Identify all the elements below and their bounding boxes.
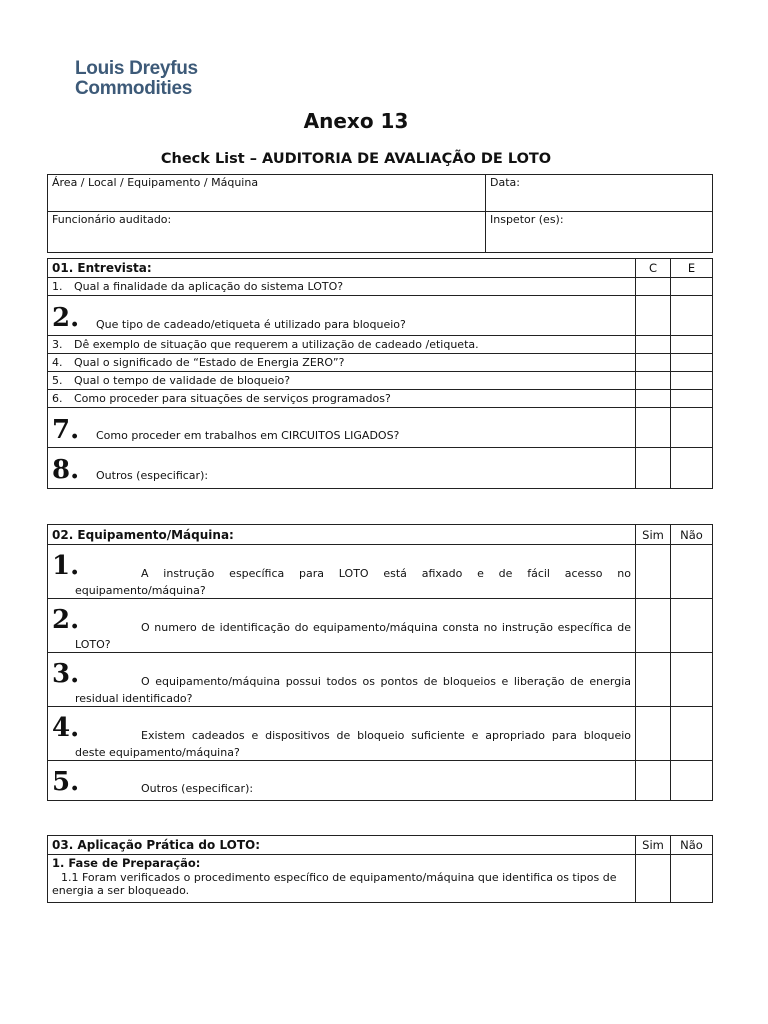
check-sim[interactable]	[636, 653, 671, 707]
check-sim[interactable]	[636, 855, 671, 903]
check-nao[interactable]	[671, 855, 713, 903]
question-row: 7. Como proceder em trabalhos em CIRCUITOS LIGADOS?	[48, 408, 636, 448]
question-row: 6. Como proceder para situações de serviços programados?	[48, 390, 636, 408]
section-title: 01. Entrevista:	[48, 259, 636, 278]
page-title: Anexo 13	[303, 109, 409, 133]
question-row: 4. Qual o significado de “Estado de Energia ZERO”?	[48, 354, 636, 372]
date-field[interactable]: Data:	[486, 175, 713, 212]
check-c[interactable]	[636, 336, 671, 354]
phase-title: 1. Fase de Preparação:	[52, 856, 201, 870]
column-header-sim: Sim	[636, 836, 671, 855]
column-header-nao: Não	[671, 836, 713, 855]
check-c[interactable]	[636, 448, 671, 489]
check-nao[interactable]	[671, 599, 713, 653]
area-field[interactable]: Área / Local / Equipamento / Máquina	[48, 175, 486, 212]
column-header-nao: Não	[671, 525, 713, 545]
check-e[interactable]	[671, 278, 713, 296]
check-c[interactable]	[636, 296, 671, 336]
interview-table	[47, 258, 713, 489]
question-row	[48, 855, 636, 903]
check-sim[interactable]	[636, 707, 671, 761]
check-c[interactable]	[636, 390, 671, 408]
check-e[interactable]	[671, 408, 713, 448]
check-e[interactable]	[671, 354, 713, 372]
page-subtitle: Check List – AUDITORIA DE AVALIAÇÃO DE LOTO	[160, 151, 552, 167]
check-e[interactable]	[671, 296, 713, 336]
column-header-sim: Sim	[636, 525, 671, 545]
column-header-c: C	[636, 259, 671, 278]
question-row: 1. Qual a finalidade da aplicação do sistema LOTO?	[48, 278, 636, 296]
question-row: 8. Outros (especificar):	[48, 448, 636, 489]
question-row: 1. A instrução específica para LOTO está afixado e de fácil acesso no equipamento/máquina?	[48, 545, 636, 599]
question-row: 5. Outros (especificar):	[48, 761, 636, 801]
check-c[interactable]	[636, 354, 671, 372]
check-nao[interactable]	[671, 707, 713, 761]
column-header-e: E	[671, 259, 713, 278]
question-row: 2. O numero de identificação do equipamento/máquina consta no instrução específica de LOTO?	[48, 599, 636, 653]
check-e[interactable]	[671, 448, 713, 489]
check-nao[interactable]	[671, 761, 713, 801]
check-c[interactable]	[636, 408, 671, 448]
inspector-field[interactable]: Inspetor (es):	[486, 212, 713, 253]
company-logo	[62, 52, 230, 108]
question-row: 3. O equipamento/máquina possui todos os pontos de bloqueios e liberação de energia residual identificado?	[48, 653, 636, 707]
question-row: 5. Qual o tempo de validade de bloqueio?	[48, 372, 636, 390]
question-row: 3. Dê exemplo de situação que requerem a utilização de cadeado /etiqueta.	[48, 336, 636, 354]
employee-field[interactable]: Funcionário auditado:	[48, 212, 486, 253]
logo-line-1: Louis Dreyfus	[75, 58, 198, 79]
phase-item: 1.1 Foram verificados o procedimento específico de equipamento/máquina que identifica os tipos de energia a ser bloqueado.	[52, 871, 617, 897]
check-nao[interactable]	[671, 653, 713, 707]
equipment-table	[47, 524, 713, 801]
check-nao[interactable]	[671, 545, 713, 599]
section-title: 03. Aplicação Prática do LOTO:	[48, 836, 636, 855]
question-row: 2. Que tipo de cadeado/etiqueta é utilizado para bloqueio?	[48, 296, 636, 336]
check-sim[interactable]	[636, 761, 671, 801]
section-title: 02. Equipamento/Máquina:	[48, 525, 636, 545]
practical-application-table	[47, 835, 713, 903]
logo-line-2: Commodities	[75, 78, 193, 99]
check-e[interactable]	[671, 372, 713, 390]
check-e[interactable]	[671, 390, 713, 408]
header-table	[47, 174, 713, 253]
question-row: 4. Existem cadeados e dispositivos de bloqueio suficiente e apropriado para bloqueio deste equipamento/máquina?	[48, 707, 636, 761]
check-c[interactable]	[636, 372, 671, 390]
check-sim[interactable]	[636, 545, 671, 599]
check-c[interactable]	[636, 278, 671, 296]
check-sim[interactable]	[636, 599, 671, 653]
check-e[interactable]	[671, 336, 713, 354]
